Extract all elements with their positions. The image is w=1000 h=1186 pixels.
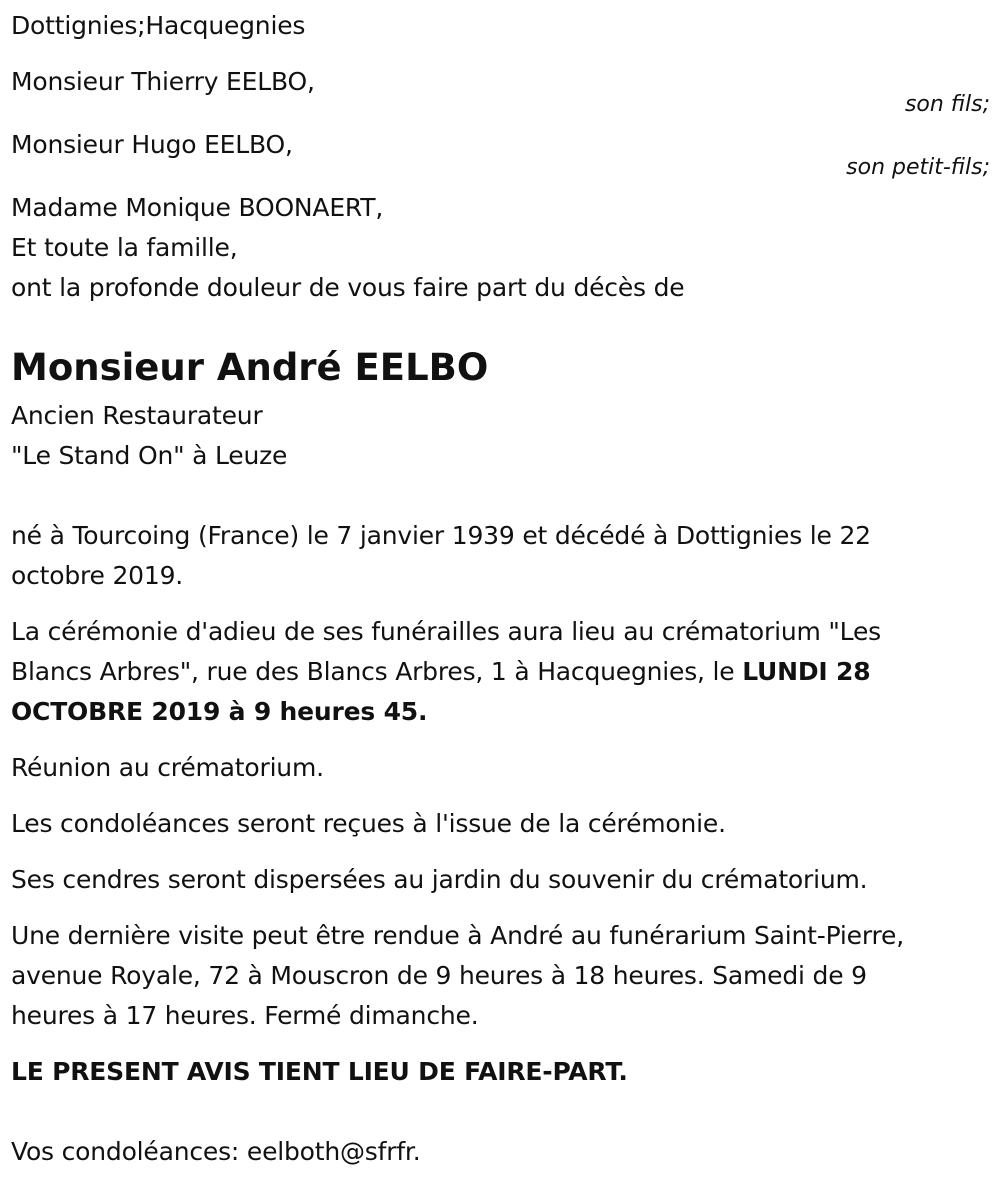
ceremony-time: OCTOBRE 2019 à 9 heures 45. [11,697,428,726]
deceased-business: "Le Stand On" à Leuze [11,441,288,470]
birth-death-line: né à Tourcoing (France) le 7 janvier 1939 et décédé à Dottignies le 22 [11,521,871,550]
family-member-name: Madame Monique BOONAERT, [11,193,384,222]
contact-email[interactable]: Vos condoléances: eelboth@sfrfr. [11,1137,421,1166]
ashes-text: Ses cendres seront dispersées au jardin du souvenir du crématorium. [11,865,868,894]
visit-line: heures à 17 heures. Fermé dimanche. [11,1001,479,1030]
deceased-name: Monsieur André EELBO [11,346,489,389]
reunion-text: Réunion au crématorium. [11,753,324,782]
header-place: Dottignies;Hacquegnies [11,11,306,40]
ceremony-date: LUNDI 28 [742,657,871,686]
visit-line: avenue Royale, 72 à Mouscron de 9 heures à 18 heures. Samedi de 9 [11,961,867,990]
family-closing: Et toute la famille, [11,233,238,262]
family-member-name: Monsieur Thierry EELBO, [11,67,315,96]
birth-death-line: octobre 2019. [11,561,184,590]
family-member-relation: son fils; [904,92,990,117]
condolences-text: Les condoléances seront reçues à l'issue de la cérémonie. [11,809,726,838]
ceremony-location: Blancs Arbres", rue des Blancs Arbres, 1 à Hacquegnies, le [11,657,743,686]
visit-line: Une dernière visite peut être rendue à André au funérarium Saint-Pierre, [11,921,904,950]
ceremony-line [11,652,870,692]
deceased-occupation: Ancien Restaurateur [11,401,263,430]
announcement-text: ont la profonde douleur de vous faire part du décès de [11,273,685,302]
family-member-name: Monsieur Hugo EELBO, [11,130,293,159]
ceremony-line: La cérémonie d'adieu de ses funérailles aura lieu au crématorium "Les [11,617,881,646]
family-member-relation: son petit-fils; [846,155,990,180]
notice-text: LE PRESENT AVIS TIENT LIEU DE FAIRE-PART. [11,1057,628,1086]
